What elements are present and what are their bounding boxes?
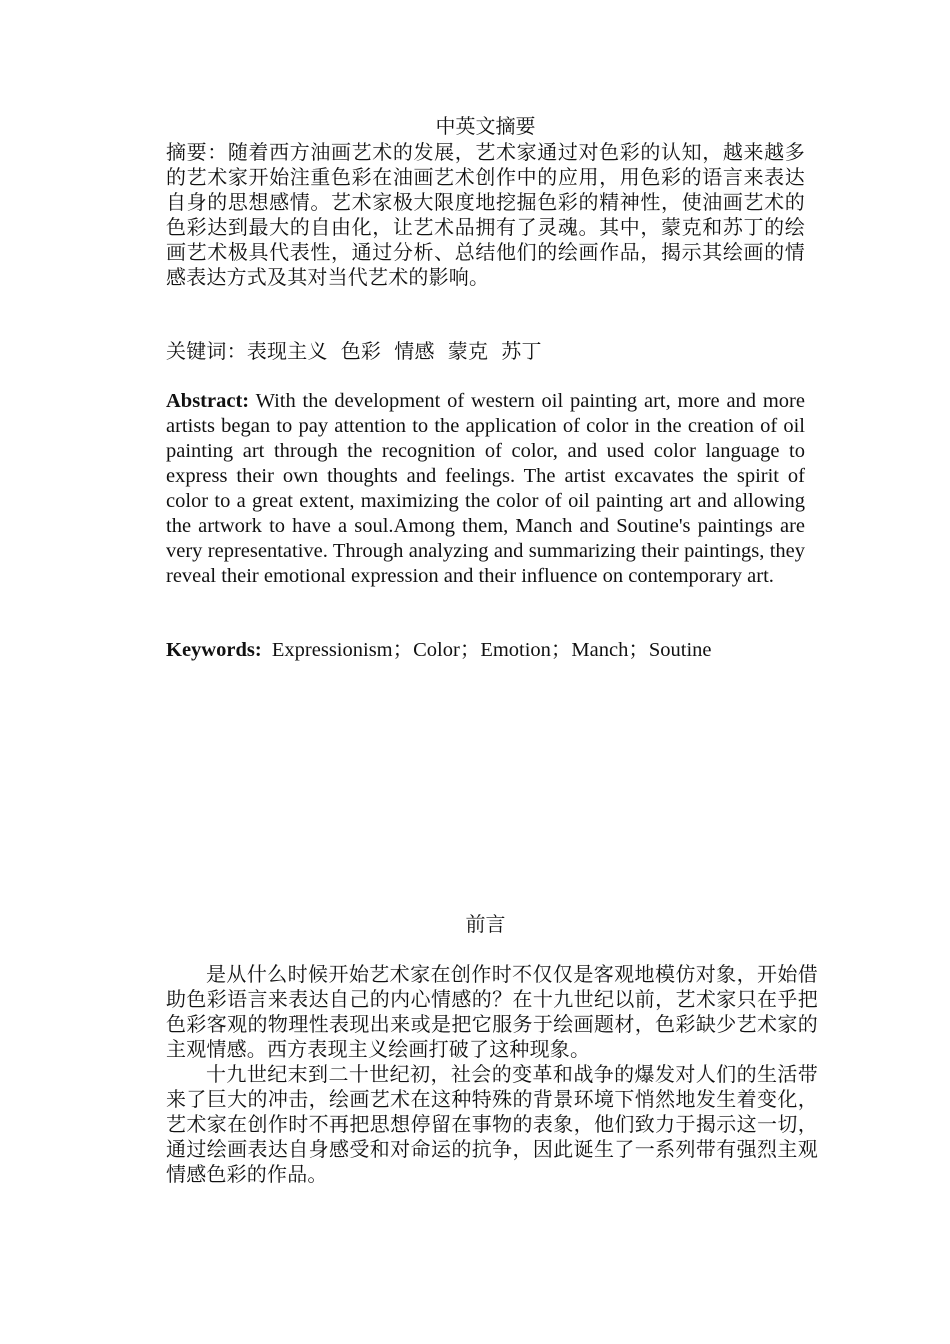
abstract-en-label: Abstract: — [166, 390, 250, 412]
preface-heading: 前言 — [465, 912, 506, 936]
keywords-en — [166, 638, 805, 663]
abstract-cn-text: 随着西方油画艺术的发展，艺术家通过对色彩的认知，越来越多的艺术家开始注重色彩在油画艺术创作中的应用，用色彩的语言来表达自身的思想感情。艺术家极大限度地挖掘色彩的精神性，使油画艺术的色彩达到最大的自由化，让艺术品拥有了灵魂。其中，蒙克和苏丁的绘画艺术极具代表性，通过分析、总结他们的绘画作品，揭示其绘画的情感表达方式及其对当代艺术的影响。 — [166, 140, 805, 289]
keywords-en-text: Expressionism；Color；Emotion；Manch；Soutine — [271, 639, 712, 661]
abstract-en-paragraph — [166, 389, 805, 589]
abstract-cn-paragraph — [166, 140, 805, 290]
keywords-cn-text: 表现主义 色彩 情感 蒙克 苏丁 — [246, 339, 542, 363]
keywords-cn — [166, 339, 805, 364]
abstract-heading: 中英文摘要 — [435, 114, 536, 138]
abstract-en-text: With the development of western oil painting art, more and more artists began to pay attention to the application of color in the creation of oil painting art through the recognition of color, and used color language to express their own thoughts and feelings. The artist excavates the spirit of color to a great extent, maximizing the color of oil painting art and allowing the artwork to have a soul.Among them, Manch and Soutine's paintings are very representative. Through analyzing and summarizing their paintings, they reveal their emotional expression and their influence on contemporary art. — [166, 390, 805, 587]
keywords-en-label: Keywords: — [166, 639, 262, 661]
preface-paragraph: 十九世纪末到二十世纪初，社会的变革和战争的爆发对人们的生活带来了巨大的冲击，绘画艺术在这种特殊的背景环境下悄然地发生着变化，艺术家在创作时不再把思想停留在事物的表象，他们致力于揭示这一切，通过绘画表达自身感受和对命运的抗争，因此诞生了一系列带有强烈主观情感色彩的作品。 — [166, 1062, 818, 1186]
preface-paragraph: 是从什么时候开始艺术家在创作时不仅仅是客观地模仿对象，开始借助色彩语言来表达自己的内心情感的？在十九世纪以前，艺术家只在乎把色彩客观的物理性表现出来或是把它服务于绘画题材，色彩缺少艺术家的主观情感。西方表现主义绘画打破了这种现象。 — [166, 962, 818, 1061]
preface-body — [166, 962, 818, 1187]
keywords-cn-label: 关键词： — [166, 339, 247, 363]
abstract-cn-label: 摘要： — [166, 140, 228, 164]
